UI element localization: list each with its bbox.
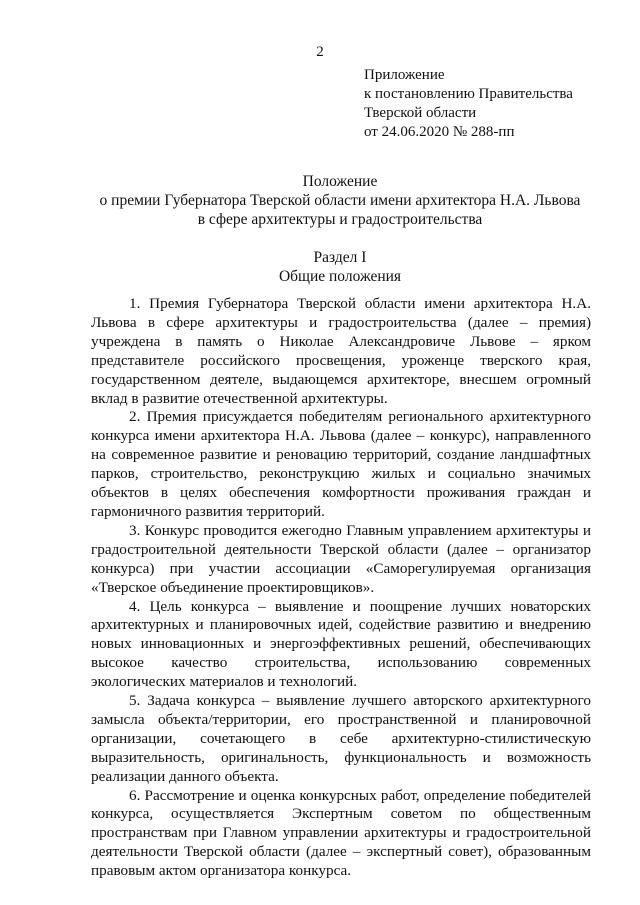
page-number: 2 — [316, 44, 324, 60]
section-number: Раздел I — [313, 249, 367, 266]
appendix-line: к постановлению Правительства — [364, 86, 573, 102]
section-name: Общие положения — [278, 268, 402, 285]
appendix-line: Приложение — [364, 67, 445, 83]
appendix-line: Тверской области — [364, 105, 477, 121]
title-line: в сфере архитектуры и градостроительства — [197, 211, 483, 228]
title-line: о премии Губернатора Тверской области имени архитектора Н.А. Львова — [99, 192, 581, 209]
paragraph: 5. Задача конкурса – выявление лучшего авторского архитектурного замысла объекта/территории, его пространственной и планировочной организации, сочетающего в себе архитектурно-стилистическую выразительность, оригинальность, функциональность и возможность реализации данного объекта. — [91, 692, 591, 785]
paragraph: 3. Конкурс проводится ежегодно Главным управлением архитектуры и градостроительной деятельности Тверской области (далее – организатор конкурса) при участии ассоциации «Саморегулируемая организация «Тверское объединение проектировщиков». — [91, 521, 591, 596]
title-line: Положение — [302, 173, 378, 190]
appendix-date-number: от 24.06.2020 № 288-пп — [364, 124, 515, 140]
section-heading — [60, 248, 620, 286]
paragraph: 2. Премия присуждается победителям регионального архитектурного конкурса имени архитектора Н.А. Львова (далее – конкурс), направленного на современное развитие и реновацию территорий, создание ландшафтных парков, строительство, реконструкцию жилых и социально значимых объектов в целях обеспечения комфортности проживания граждан и гармоничного развития территорий. — [91, 408, 591, 520]
paragraph: 6. Рассмотрение и оценка конкурсных работ, определение победителей конкурса, осуществляется Экспертным советом по общественным пространствам при Главном управлении архитектуры и градостроительной деятельности Тверской области (далее – экспертный совет), образованным правовым актом организатора конкурса. — [91, 786, 591, 880]
body-text — [91, 295, 591, 881]
paragraph: 4. Цель конкурса – выявление и поощрение лучших новаторских архитектурных и планировочных идей, содействие развитию и внедрению новых инновационных и энергоэффективных решений, обеспечивающих высокое качество строительства, использованию современных экологических материалов и технологий. — [91, 597, 591, 691]
appendix-header — [364, 66, 573, 142]
paragraph: 1. Премия Губернатора Тверской области имени архитектора Н.А. Львова в сфере архитектуры и градостроительства (далее – премия) учреждена в память о Николае Александровиче Львове – ярком представителе российского просвещения, уроженце тверского края, государственном деятеле, выдающемся архитекторе, внесшем огромный вклад в развитие отечественной архитектуры. — [91, 295, 591, 407]
document-title — [60, 172, 620, 229]
